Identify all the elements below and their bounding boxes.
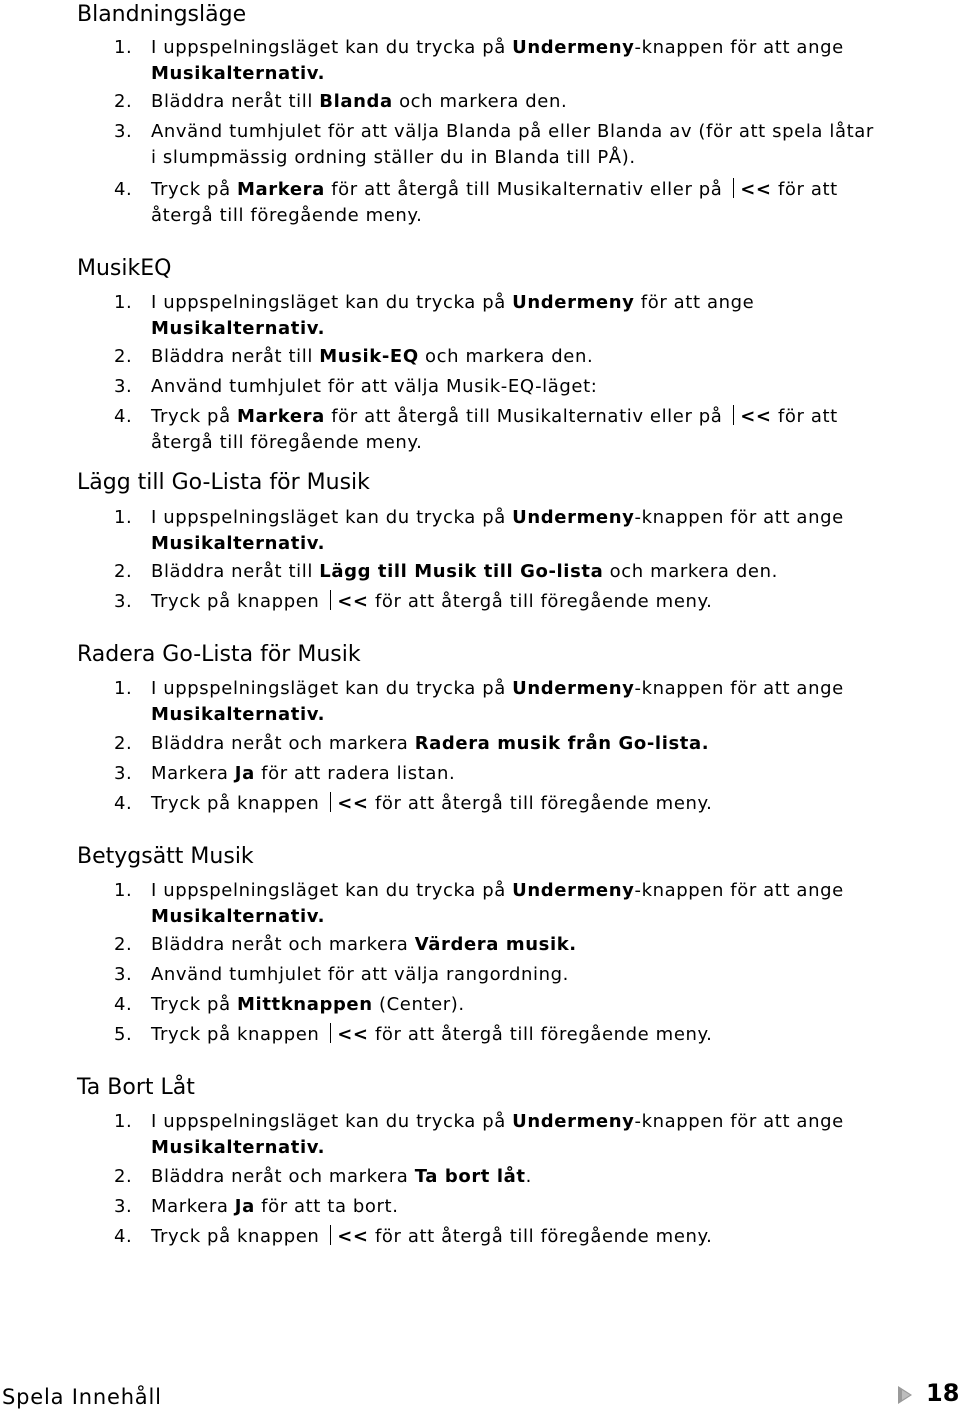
step-text: Tryck på <box>151 406 238 427</box>
step-bold-term: Undermeny <box>512 507 635 528</box>
step-number: 1. <box>114 37 133 58</box>
step-text: Tryck på knappen <box>151 591 326 612</box>
list-item-continuation <box>151 203 422 229</box>
step-text: Tryck på <box>151 994 238 1015</box>
step-number: 4. <box>114 793 133 814</box>
step-bold-term: Undermeny <box>512 678 635 699</box>
step-text: Använd tumhjulet för att välja Blanda på eller Blanda av (för att spela låtar <box>151 121 874 142</box>
section-heading-ta-bort-lat: Ta Bort Låt <box>77 1075 195 1100</box>
step-text: Markera <box>151 763 235 784</box>
step-bold-term: Mittknappen <box>237 994 373 1015</box>
list-item <box>114 1194 399 1220</box>
step-text: för att återgå till Musikalternativ eller på <box>324 406 729 427</box>
step-bold-term: Musikalternativ. <box>151 63 326 84</box>
list-item-continuation <box>151 531 325 557</box>
list-item <box>114 35 844 61</box>
section-heading-radera-go-lista: Radera Go-Lista för Musik <box>77 642 361 667</box>
button-divider <box>330 1023 332 1043</box>
list-item <box>114 177 838 203</box>
list-item <box>114 1022 713 1048</box>
list-item <box>114 1164 532 1190</box>
list-item <box>114 1224 713 1250</box>
step-text: Tryck på <box>151 179 238 200</box>
step-bold-term: Värdera musik. <box>414 934 577 955</box>
step-number: 2. <box>114 91 133 112</box>
step-text: för att återgå till föregående meny. <box>368 1024 713 1045</box>
step-number: 3. <box>114 763 133 784</box>
step-text: för att återgå till föregående meny. <box>368 591 713 612</box>
step-number: 1. <box>114 880 133 901</box>
back-button-glyph: << <box>337 1024 369 1045</box>
list-item <box>114 731 709 757</box>
step-text: för att återgå till föregående meny. <box>368 1226 713 1247</box>
step-text: -knappen för att ange <box>634 37 844 58</box>
step-text: för att <box>771 179 838 200</box>
step-text: för att återgå till Musikalternativ eller på <box>324 179 729 200</box>
step-number: 5. <box>114 1024 133 1045</box>
step-bold-term: Ta bort låt <box>414 1166 526 1187</box>
list-item <box>114 676 844 702</box>
step-text: . <box>525 1166 532 1187</box>
step-text: Bläddra neråt och markera <box>151 733 415 754</box>
list-item <box>114 962 569 988</box>
step-text: Bläddra neråt till <box>151 91 320 112</box>
list-item <box>114 344 593 370</box>
step-text: och markera den. <box>603 561 778 582</box>
list-item-continuation <box>151 1135 325 1161</box>
step-bold-term: Markera <box>237 179 325 200</box>
step-bold-term: Ja <box>234 1196 255 1217</box>
button-divider <box>330 1225 332 1245</box>
step-text: -knappen för att ange <box>634 880 844 901</box>
step-bold-term: Musikalternativ. <box>151 704 326 725</box>
back-button-glyph: << <box>337 1226 369 1247</box>
step-bold-term: Undermeny <box>512 37 635 58</box>
step-bold-term: Musikalternativ. <box>151 1137 326 1158</box>
step-bold-term: Ja <box>234 763 255 784</box>
step-text: återgå till föregående meny. <box>151 205 423 226</box>
step-text: Bläddra neråt och markera <box>151 1166 415 1187</box>
step-text: I uppspelningsläget kan du trycka på <box>151 678 513 699</box>
step-text: I uppspelningsläget kan du trycka på <box>151 292 513 313</box>
list-item <box>114 89 567 115</box>
section-heading-blandningslage: Blandningsläge <box>77 2 247 27</box>
step-number: 4. <box>114 179 133 200</box>
step-number: 3. <box>114 591 133 612</box>
step-text: Tryck på knappen <box>151 793 326 814</box>
section-heading-lagg-till-go-lista: Lägg till Go-Lista för Musik <box>77 470 370 495</box>
step-text: Bläddra neråt och markera <box>151 934 415 955</box>
step-text: återgå till föregående meny. <box>151 432 423 453</box>
button-divider <box>733 405 735 425</box>
step-text: Använd tumhjulet för att välja Musik-EQ-läget: <box>151 376 598 397</box>
step-number: 4. <box>114 1226 133 1247</box>
list-item <box>114 559 778 585</box>
step-number: 1. <box>114 678 133 699</box>
step-number: 2. <box>114 934 133 955</box>
list-item <box>114 119 874 145</box>
back-button-glyph: << <box>740 406 772 427</box>
footer-section-label: Spela Innehåll <box>2 1385 162 1409</box>
list-item-continuation <box>151 316 325 342</box>
step-number: 4. <box>114 994 133 1015</box>
list-item <box>114 791 713 817</box>
step-text: för att ange <box>634 292 755 313</box>
step-bold-term: Musikalternativ. <box>151 318 326 339</box>
step-text: -knappen för att ange <box>634 678 844 699</box>
step-number: 2. <box>114 733 133 754</box>
list-item <box>114 878 844 904</box>
list-item <box>114 1109 844 1135</box>
step-text: och markera den. <box>392 91 568 112</box>
step-text: I uppspelningsläget kan du trycka på <box>151 507 513 528</box>
step-number: 3. <box>114 121 133 142</box>
step-text: för att återgå till föregående meny. <box>368 793 713 814</box>
button-divider <box>330 792 332 812</box>
step-number: 2. <box>114 1166 133 1187</box>
back-button-glyph: << <box>337 793 369 814</box>
step-number: 2. <box>114 346 133 367</box>
section-heading-musikeq: MusikEQ <box>77 256 172 281</box>
step-number: 1. <box>114 507 133 528</box>
step-bold-term: Undermeny <box>512 880 635 901</box>
step-number: 3. <box>114 376 133 397</box>
list-item <box>114 290 754 316</box>
button-divider <box>330 590 332 610</box>
step-text: Markera <box>151 1196 235 1217</box>
list-item <box>114 589 713 615</box>
step-bold-term: Musik-EQ <box>319 346 419 367</box>
step-text: Tryck på knappen <box>151 1226 326 1247</box>
back-button-glyph: << <box>337 591 369 612</box>
button-divider <box>733 178 735 198</box>
step-text: för att radera listan. <box>254 763 456 784</box>
step-bold-term: Blanda <box>319 91 393 112</box>
list-item <box>114 992 465 1018</box>
step-bold-term: Markera <box>237 406 325 427</box>
step-text: I uppspelningsläget kan du trycka på <box>151 37 513 58</box>
step-bold-term: Musikalternativ. <box>151 906 326 927</box>
step-text: I uppspelningsläget kan du trycka på <box>151 880 513 901</box>
step-text: för att ta bort. <box>254 1196 399 1217</box>
step-text: Använd tumhjulet för att välja rangordning. <box>151 964 569 985</box>
step-text: Bläddra neråt till <box>151 346 320 367</box>
step-bold-term: Undermeny <box>512 292 635 313</box>
list-item <box>114 932 577 958</box>
list-item-continuation <box>151 702 325 728</box>
step-text: (Center). <box>372 994 465 1015</box>
step-bold-term: Musikalternativ. <box>151 533 326 554</box>
step-number: 3. <box>114 1196 133 1217</box>
step-text: Bläddra neråt till <box>151 561 320 582</box>
step-text: och markera den. <box>418 346 594 367</box>
page-number: 18 <box>926 1379 960 1407</box>
back-button-glyph: << <box>740 179 772 200</box>
step-text: Tryck på knappen <box>151 1024 326 1045</box>
step-text: i slumpmässig ordning ställer du in Blanda till PÅ). <box>151 147 636 168</box>
step-text: för att <box>771 406 838 427</box>
step-number: 3. <box>114 964 133 985</box>
list-item <box>114 404 838 430</box>
play-arrow-icon <box>896 1384 916 1406</box>
list-item-continuation <box>151 430 422 456</box>
step-bold-term: Lägg till Musik till Go-lista <box>319 561 604 582</box>
section-heading-betygsatt-musik: Betygsätt Musik <box>77 844 254 869</box>
step-number: 2. <box>114 561 133 582</box>
step-bold-term: Undermeny <box>512 1111 635 1132</box>
list-item-continuation <box>151 904 325 930</box>
step-number: 4. <box>114 406 133 427</box>
list-item <box>114 761 455 787</box>
step-text: I uppspelningsläget kan du trycka på <box>151 1111 513 1132</box>
list-item <box>114 374 597 400</box>
step-number: 1. <box>114 1111 133 1132</box>
step-bold-term: Radera musik från Go-lista. <box>414 733 710 754</box>
list-item-continuation <box>151 61 325 87</box>
step-text: -knappen för att ange <box>634 1111 844 1132</box>
list-item-continuation <box>151 145 636 171</box>
step-text: -knappen för att ange <box>634 507 844 528</box>
step-number: 1. <box>114 292 133 313</box>
list-item <box>114 505 844 531</box>
